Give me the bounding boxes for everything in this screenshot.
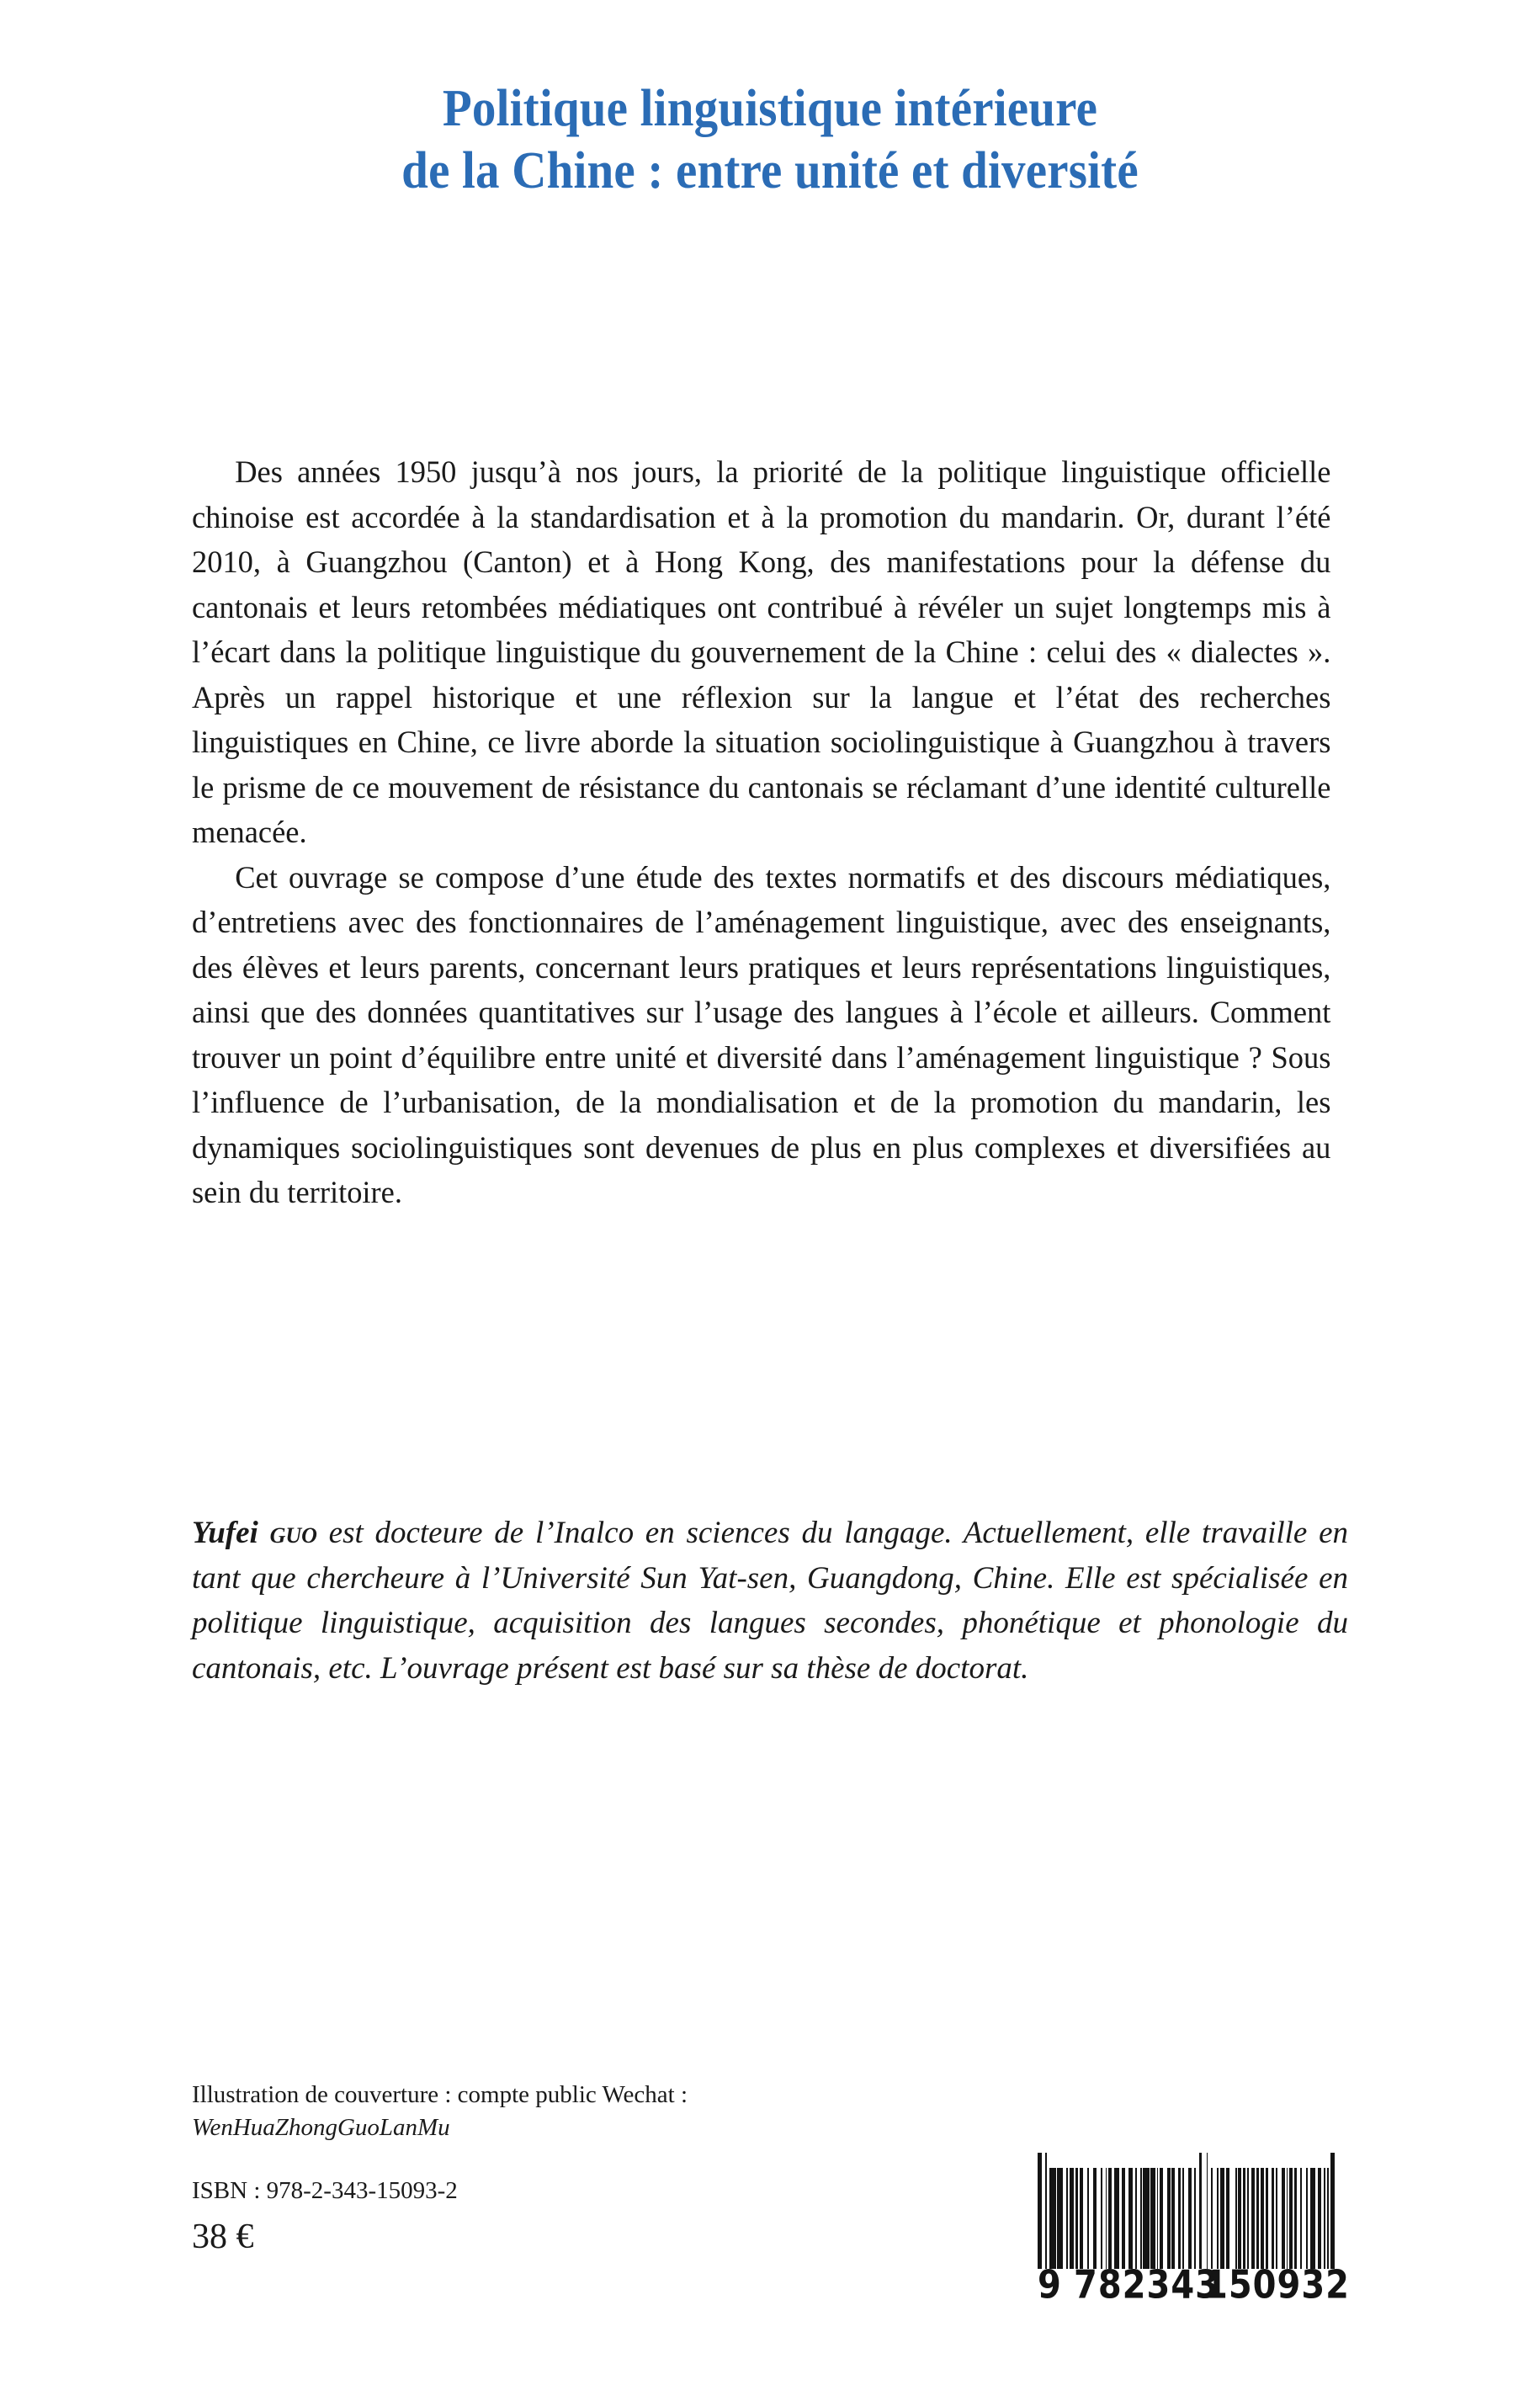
barcode-space xyxy=(1335,2153,1336,2269)
barcode-bars xyxy=(1038,2153,1336,2269)
barcode-bar xyxy=(1143,2168,1149,2269)
cover-credit-account: WenHuaZhongGuoLanMu xyxy=(192,2114,450,2141)
author-bio-text: est docteure de l’Inalco en sciences du langage. Actuellement, elle travaille en tant que chercheure à l’Université Sun Yat-sen, Guangdong, Chine. Elle est spécialisée en politique linguistique, acquisition des langues secondes, phonétique et phonologie du cantonais, etc. L’ouvrage présent est basé sur sa thèse de doctorat. xyxy=(192,1516,1349,1686)
title-line-2: de la Chine : entre unité et diversité xyxy=(401,142,1139,199)
title-line-1: Politique linguistique intérieure xyxy=(442,80,1098,137)
page-title xyxy=(0,77,1540,202)
barcode-space xyxy=(1229,2168,1235,2269)
barcode-digits-right: 150932 xyxy=(1204,2263,1350,2308)
ean13-barcode xyxy=(1038,2153,1350,2308)
description-paragraph-2: Cet ouvrage se compose d’une étude des textes normatifs et des discours médiatiques, d’entretiens avec des fonctionnaires de l’aménagement linguistique, avec des enseignants, des élèves et leurs parents, concernant leurs pratiques et leurs représentations linguistiques, ainsi que des données quantitatives sur l’usage des langues à l’école et ailleurs. Comment trouver un point d’équilibre entre unité et diversité dans l’aménagement linguistique ? Sous l’influence de l’urbanisation, de la mondialisation et de la promotion du mandarin, les dynamiques sociolinguistiques sont devenues de plus en plus complexes et diversifiées au sein du territoire. xyxy=(192,860,1331,1210)
price-text: 38 € xyxy=(192,2218,254,2256)
barcode-digits xyxy=(1038,2263,1350,2312)
footer-block xyxy=(192,2079,1033,2258)
description-block xyxy=(192,450,1348,1216)
author-bio-paragraph xyxy=(192,1511,1348,1691)
description-paragraph-1: Des années 1950 jusqu’à nos jours, la priorité de la politique linguistique officielle chinoise est accordée à la standardisation et à la promotion du mandarin. Or, durant l’été 2010, à Guangzhou (Canton) et à Hong Kong, des manifestations pour la défense du cantonais et leurs retombées médiatiques ont contribué à révéler un sujet longtemps mis à l’écart dans la politique linguistique du gouvernement de la Chine : celui des « dialectes ». Après un rappel historique et une réflexion sur la langue et l’état des recherches linguistiques en Chine, ce livre aborde la situation sociolinguistique à Guangzhou à travers le prisme de ce mouvement de résistance du cantonais se réclamant d’une identité culturelle menacée. xyxy=(192,455,1331,850)
barcode-bar xyxy=(1049,2168,1055,2269)
barcode-digits-middle: 782343 xyxy=(1074,2263,1219,2308)
author-bio-block xyxy=(192,1511,1348,1691)
author-surname: guo xyxy=(269,1516,317,1550)
cover-credit-label: Illustration de couverture : compte public Wechat : xyxy=(192,2081,688,2108)
barcode-bar xyxy=(1057,2168,1063,2269)
barcode-digit-left: 9 xyxy=(1038,2263,1062,2308)
isbn-text: ISBN : 978-2-343-15093-2 xyxy=(192,2177,458,2204)
author-first-name: Yufei xyxy=(192,1516,258,1550)
